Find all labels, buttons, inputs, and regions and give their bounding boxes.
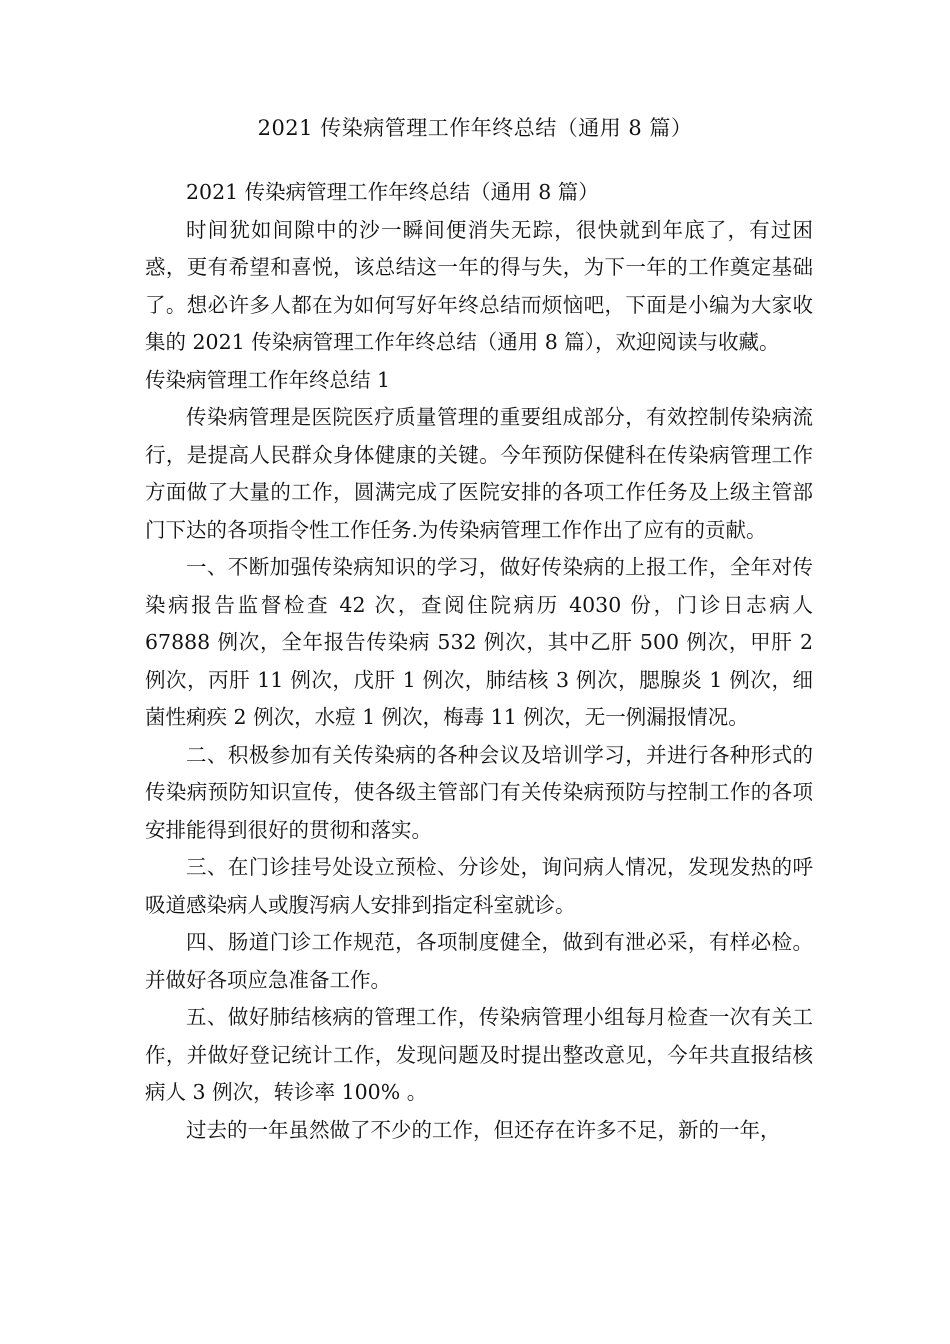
paragraph: 一、不断加强传染病知识的学习，做好传染病的上报工作，全年对传染病报告监督检查 42 次，查阅住院病历 4030 份，门诊日志病人 67888 例次，全年报告传染病 532 例次，其中乙肝 500 例次，甲肝 2 例次，丙肝 11 例次，戊肝 1 例次，肺结核 3 例次，腮腺炎 1 例次，细菌性痢疾 2 例次，水痘 1 例次，梅毒 11 例次，无一例漏报情况。: [145, 555, 813, 729]
paragraph: 四、肠道门诊工作规范，各项制度健全，做到有泄必采，有样必检。并做好各项应急准备工作。: [145, 930, 813, 992]
paragraph: 过去的一年虽然做了不少的工作，但还存在许多不足，新的一年，: [186, 1117, 781, 1142]
section-heading: 传染病管理工作年终总结 1: [145, 367, 391, 392]
paragraph-intro: 时间犹如间隙中的沙一瞬间便消失无踪，很快就到年底了，有过困惑，更有希望和喜悦，该总结这一年的得与失，为下一年的工作奠定基础了。想必许多人都在为如何写好年终总结而烦恼吧，下面是小编为大家收集的 2021 传染病管理工作年终总结（通用 8 篇），欢迎阅读与收藏。: [145, 217, 813, 354]
document-title: 2021 传染病管理工作年终总结（通用 8 篇）: [257, 116, 693, 140]
document-body: [145, 174, 813, 1149]
paragraph: 三、在门诊挂号处设立预检、分诊处，询问病人情况，发现发热的呼吸道感染病人或腹泻病人安排到指定科室就诊。: [145, 855, 813, 917]
paragraph: 五、做好肺结核病的管理工作，传染病管理小组每月检查一次有关工作，并做好登记统计工作，发现问题及时提出整改意见，今年共直报结核病人 3 例次，转诊率 100% 。: [145, 1005, 813, 1104]
paragraph: 传染病管理是医院医疗质量管理的重要组成部分，有效控制传染病流行，是提高人民群众身体健康的关键。今年预防保健科在传染病管理工作方面做了大量的工作，圆满完成了医院安排的各项工作任务及上级主管部门下达的各项指令性工作任务.为传染病管理工作作出了应有的贡献。: [145, 405, 813, 542]
paragraph: 二、积极参加有关传染病的各种会议及培训学习，并进行各种形式的传染病预防知识宣传，使各级主管部门有关传染病预防与控制工作的各项安排能得到很好的贯彻和落实。: [145, 742, 813, 842]
paragraph-subtitle: 2021 传染病管理工作年终总结（通用 8 篇）: [186, 180, 599, 204]
